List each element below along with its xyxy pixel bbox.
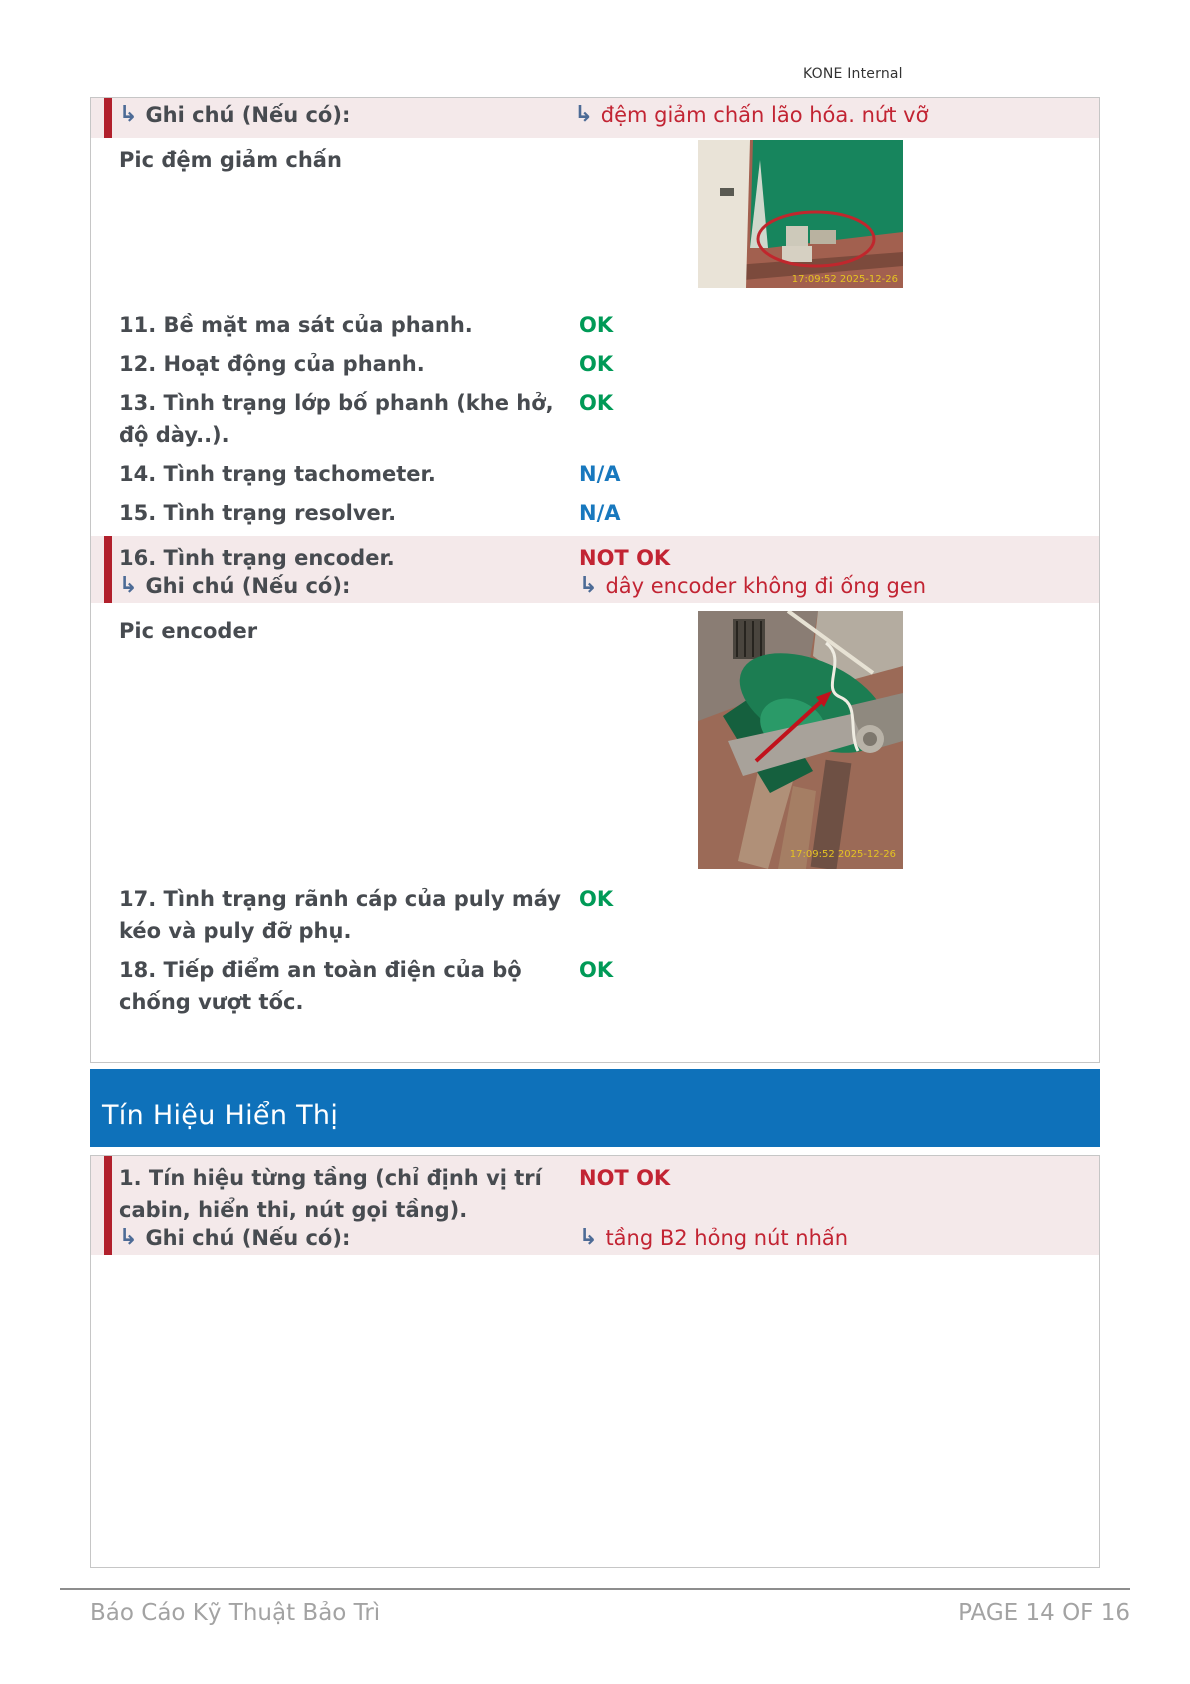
status-value: N/A: [579, 462, 621, 486]
kone-internal-tag: KONE Internal: [803, 66, 903, 82]
note-value: ↳ dây encoder không đi ống gen: [579, 573, 927, 598]
checklist-item-18: 18. Tiếp điểm an toàn điện của bộ chống vượt tốc. OK: [119, 954, 1089, 1018]
report-content: [90, 97, 1100, 1568]
status-value: NOT OK: [579, 1166, 671, 1190]
checklist-item-14: 14. Tình trạng tachometer. N/A: [119, 458, 1089, 490]
red-accent-bar: [104, 1156, 112, 1255]
status-value: OK: [579, 887, 614, 911]
checklist-item-13: 13. Tình trạng lớp bố phanh (khe hở, độ dày..). OK: [119, 387, 1089, 451]
status-value: N/A: [579, 501, 621, 525]
encoder-photo-caption: Pic encoder: [119, 619, 258, 643]
machine-items-tail: [91, 883, 1099, 1018]
status-value: OK: [579, 313, 614, 337]
footer-divider: [60, 1588, 1130, 1590]
signal-section-box: [90, 1155, 1100, 1568]
footer-page-number: PAGE 14 OF 16: [958, 1600, 1130, 1626]
checklist-item-16: 16. Tình trạng encoder. NOT OK: [119, 542, 1089, 574]
machine-section-box: [90, 97, 1100, 1063]
signal-item-1-highlight: [91, 1156, 1099, 1255]
damper-photo-caption: Pic đệm giảm chấn: [119, 148, 342, 172]
checklist-item-11: 11. Bề mặt ma sát của phanh. OK: [119, 309, 1089, 341]
return-arrow-icon: ↳: [119, 573, 138, 598]
red-accent-bar: [104, 536, 112, 603]
checklist-item-12: 12. Hoạt động của phanh. OK: [119, 348, 1089, 380]
return-arrow-icon: ↳: [574, 102, 593, 127]
status-value: OK: [579, 352, 614, 376]
return-arrow-icon: ↳: [579, 573, 598, 598]
note-value: ↳ tầng B2 hỏng nút nhấn: [579, 1225, 849, 1250]
checklist-item-15: 15. Tình trạng resolver. N/A: [119, 497, 1089, 529]
note-value: ↳ đệm giảm chấn lão hóa. nứt vỡ: [574, 102, 929, 127]
machine-items: [91, 309, 1099, 529]
damper-photo: [698, 140, 903, 288]
signal-section-banner: [90, 1069, 1100, 1147]
section-title: Tín Hiệu Hiển Thị: [102, 1099, 339, 1131]
encoder-photo: [698, 611, 903, 869]
return-arrow-icon: ↳: [119, 102, 138, 127]
encoder-photo-block: [91, 609, 1099, 877]
return-arrow-icon: ↳: [119, 1225, 138, 1250]
signal-note-row: [119, 1226, 1089, 1251]
checklist-item-17: 17. Tình trạng rãnh cáp của puly máy kéo và puly đỡ phụ. OK: [119, 883, 1089, 947]
status-value: OK: [579, 391, 614, 415]
note-label: ↳ Ghi chú (Nếu có):: [119, 573, 351, 598]
checklist-item-signal-1: 1. Tín hiệu từng tầng (chỉ định vị trí cabin, hiển thi, nút gọi tầng). NOT OK: [119, 1162, 1089, 1226]
svg-text:17:09:52 2025-12-26: 17:09:52 2025-12-26: [791, 274, 898, 285]
note-label: ↳ Ghi chú (Nếu có):: [119, 102, 351, 127]
checklist-item-16-highlight: [91, 536, 1099, 603]
encoder-note-row: [119, 574, 1089, 599]
note-label: ↳ Ghi chú (Nếu có):: [119, 1225, 351, 1250]
svg-text:17:09:52 2025-12-26: 17:09:52 2025-12-26: [789, 849, 896, 860]
status-value: NOT OK: [579, 546, 671, 570]
footer-report-title: Báo Cáo Kỹ Thuật Bảo Trì: [90, 1600, 381, 1626]
damper-note-row: [91, 98, 1099, 138]
status-value: OK: [579, 958, 614, 982]
damper-photo-block: [91, 138, 1099, 303]
return-arrow-icon: ↳: [579, 1225, 598, 1250]
footer: [90, 1600, 1130, 1626]
red-accent-bar: [104, 98, 112, 138]
